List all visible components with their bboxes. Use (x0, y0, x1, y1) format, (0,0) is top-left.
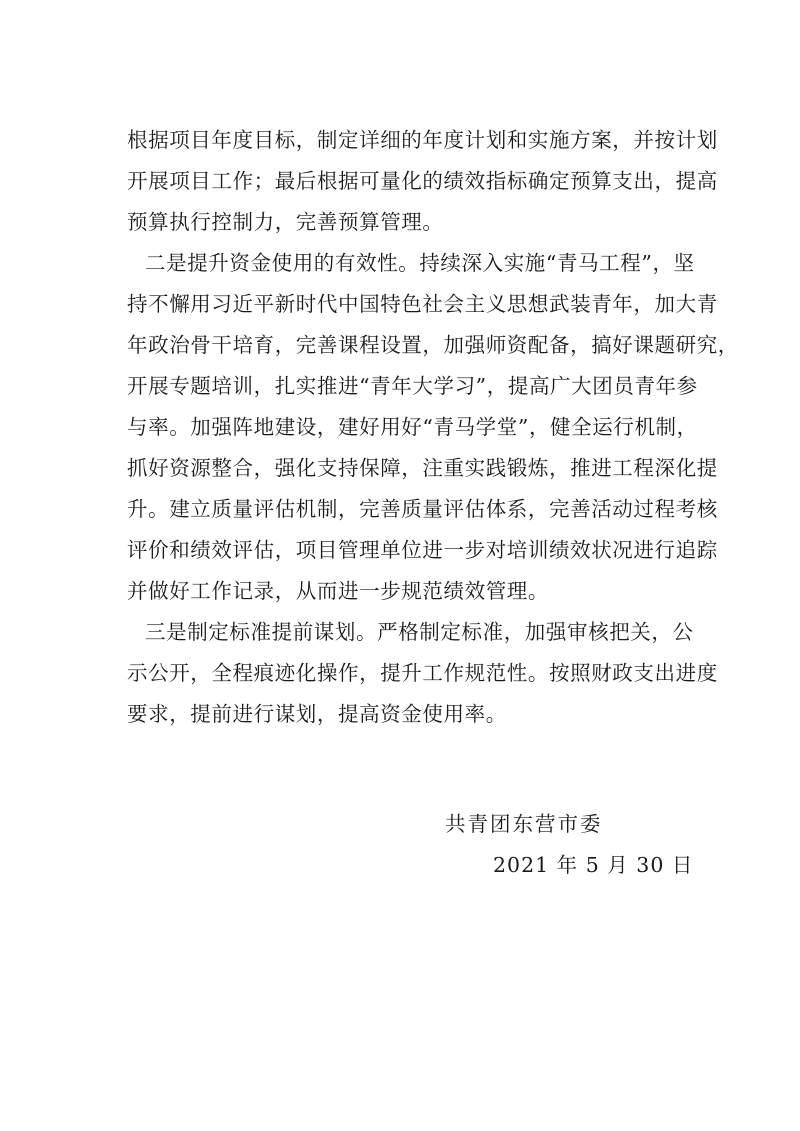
paragraph-1-line-3: 预算执行控制力，完善预算管理。 (127, 210, 444, 234)
signature-organization: 共青团东营市委 (445, 812, 603, 836)
paragraph-2-line-3: 年政治骨干培育，完善课程设置，加强师资配备，搞好课题研究， (127, 333, 739, 357)
paragraph-3-line-2: 示公开，全程痕迹化操作，提升工作规范性。按照财政支出进度 (127, 661, 718, 685)
paragraph-3-line-3: 要求，提前进行谋划，提高资金使用率。 (127, 702, 507, 726)
paragraph-3-line-1: 三是制定标准提前谋划。严格制定标准，加强审核把关，公 (145, 620, 694, 644)
paragraph-2-line-2: 持不懈用习近平新时代中国特色社会主义思想武装青年，加大青 (127, 292, 718, 316)
paragraph-1-line-2: 开展项目工作；最后根据可量化的绩效指标确定预算支出，提高 (127, 169, 718, 193)
paragraph-2-line-7: 升。建立质量评估机制，完善质量评估体系，完善活动过程考核 (127, 497, 718, 521)
paragraph-2-line-5: 与率。加强阵地建设，建好用好“青马学堂”，健全运行机制， (127, 415, 698, 439)
paragraph-2-line-9: 并做好工作记录，从而进一步规范绩效管理。 (127, 579, 549, 603)
paragraph-2-line-4: 开展专题培训，扎实推进“青年大学习”，提高广大团员青年参 (127, 374, 698, 398)
paragraph-2-line-8: 评价和绩效评估，项目管理单位进一步对培训绩效状况进行追踪 (127, 538, 718, 562)
paragraph-1-line-1: 根据项目年度目标，制定详细的年度计划和实施方案，并按计划 (127, 128, 718, 152)
paragraph-2-line-1: 二是提升资金使用的有效性。持续深入实施“青马工程”，坚 (145, 251, 695, 275)
paragraph-2-line-6: 抓好资源整合，强化支持保障，注重实践锻炼，推进工程深化提 (127, 456, 718, 480)
signature-date: 2021 年 5 月 30 日 (493, 853, 694, 877)
